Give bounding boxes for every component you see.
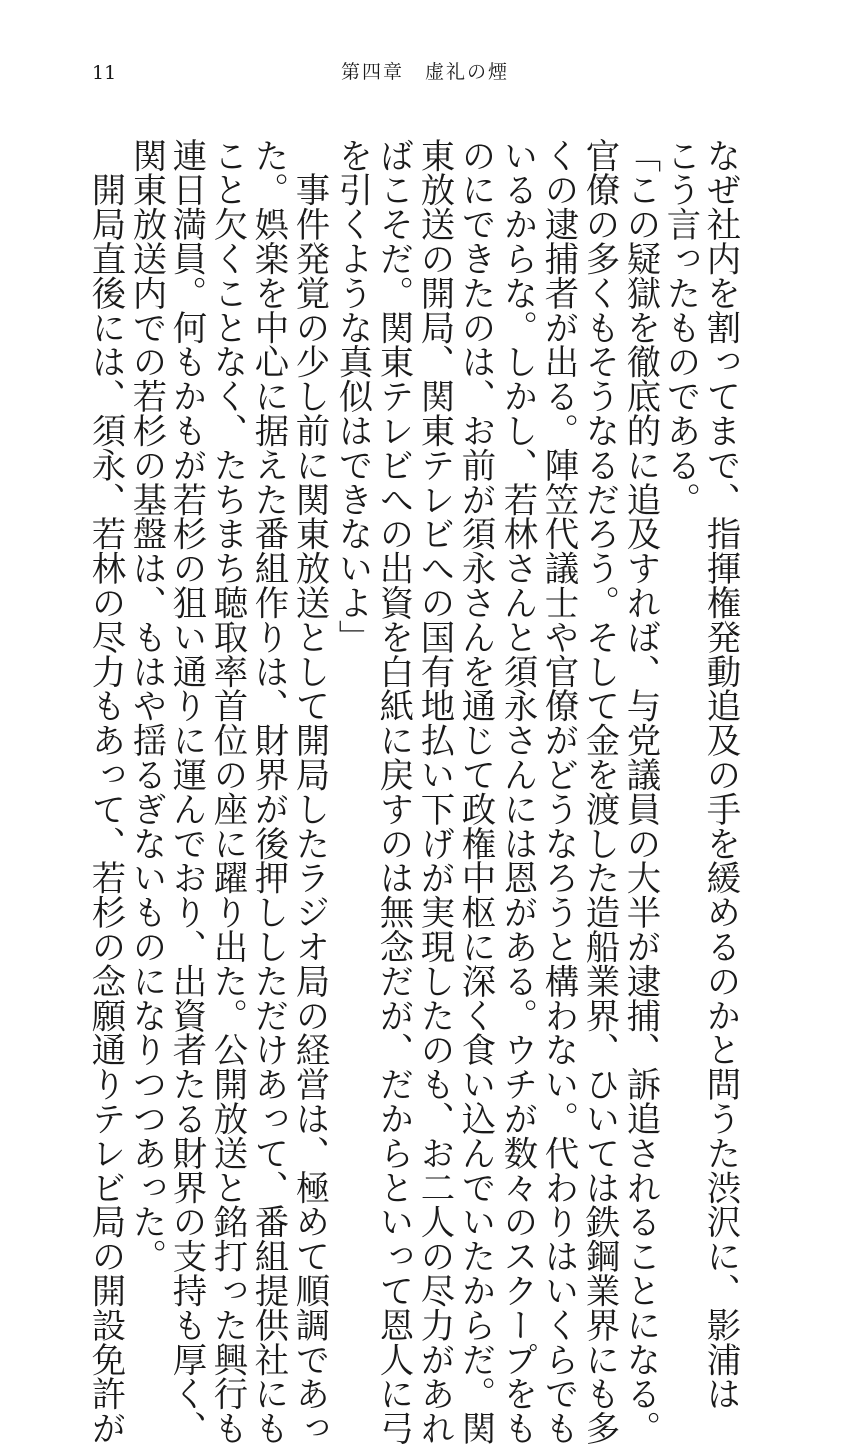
text-column: 連日満員。何もかもが若杉の狙い通りに運んでおり、出資者たる財界の支持も厚く、: [166, 138, 206, 1445]
text-column: 開局直後には、須永、若林の尽力もあって、若杉の念願通りテレビ局の開設免許が: [85, 138, 125, 1445]
text-column: 官僚の多くもそうなるだろう。そして金を渡した造船業界、ひいては鉄鋼業界にも多: [579, 138, 619, 1445]
text-column: くの逮捕者が出る。陣笠代議士や官僚がどうなろうと構わない。代わりはいくらでも: [538, 138, 578, 1445]
text-column: 事件発覚の少し前に関東放送として開局したラジオ局の経営は、極めて順調であっ: [289, 138, 329, 1445]
running-head: 第四章 虚礼の煙: [341, 61, 510, 83]
text-column: 関東放送内での若杉の基盤は、もはや揺るぎないものになりつつあった。: [126, 138, 166, 1274]
text-column: いるからな。しかし、若林さんと須永さんには恩がある。ウチが数々のスクープをも: [497, 138, 537, 1445]
text-column: こう言ったものである。: [660, 138, 700, 517]
body-text: [0, 138, 841, 1445]
text-column: 「この疑獄を徹底的に追及すれば、与党議員の大半が逮捕、訴追されることになる。: [620, 138, 660, 1445]
text-column: のにできたのは、お前が須永さんを通じて政権中枢に深く食い込んでいたからだ。関: [455, 138, 495, 1445]
text-column: なぜ社内を割ってまで、指揮権発動追及の手を緩めるのかと問うた渋沢に、影浦は: [700, 138, 740, 1411]
page-number: 11: [92, 62, 117, 84]
text-column: を引くような真似はできないよ」: [332, 138, 372, 654]
text-column: ばこそだ。関東テレビへの出資を白紙に戻すのは無念だが、だからといって恩人に弓: [373, 138, 413, 1445]
text-column: 東放送の開局、関東テレビへの国有地払い下げが実現したのも、お二人の尽力があれ: [414, 138, 454, 1445]
text-column: こと欠くことなく、たちまち聴取率首位の座に躍り出た。公開放送と銘打った興行も: [207, 138, 247, 1445]
text-column: た。娯楽を中心に据えた番組作りは、財界が後押ししただけあって、番組提供社にも: [248, 138, 288, 1445]
